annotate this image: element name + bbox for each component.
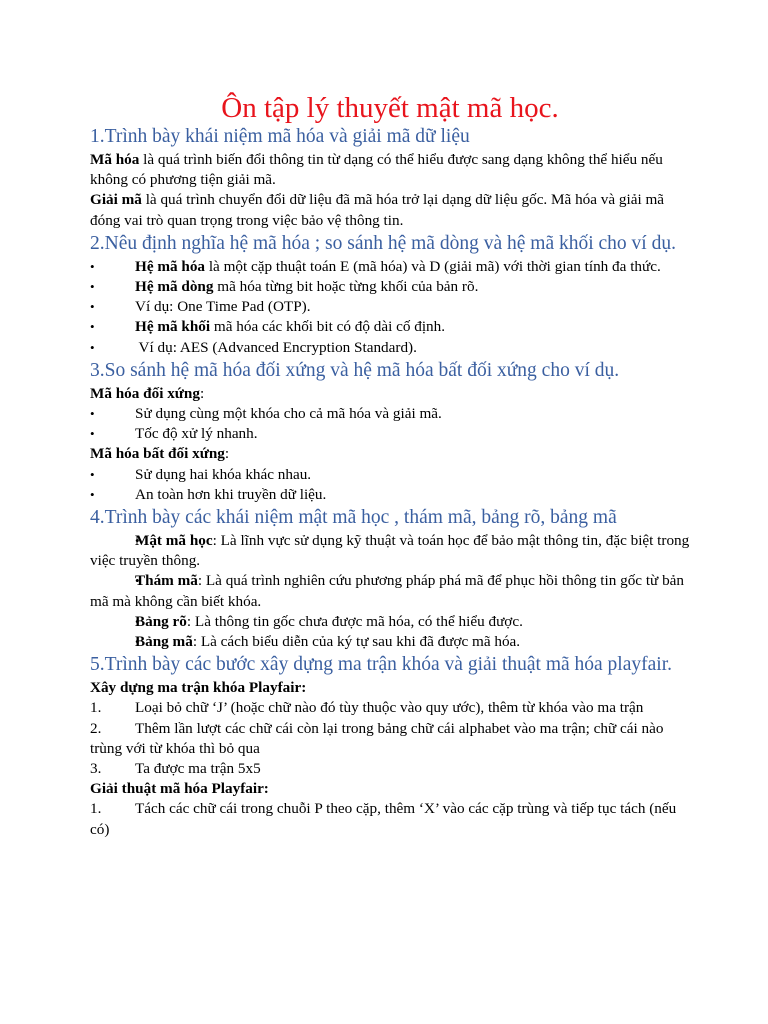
list-item-text: mã hóa từng bit hoặc từng khối của bản rõ. xyxy=(213,278,479,296)
section-2-heading: 2.Nêu định nghĩa hệ mã hóa ; so sánh hệ mã dòng và hệ mã khối cho ví dụ. xyxy=(90,232,676,254)
numbered-step xyxy=(90,799,690,839)
list-item-text: mã hóa các khối bit có độ dài cố định. xyxy=(210,318,446,336)
page-title: Ôn tập lý thuyết mật mã học. xyxy=(221,92,559,124)
asymmetric-label: Mã hóa bất đối xứng xyxy=(90,445,225,463)
list-item: • Tốc độ xử lý nhanh. xyxy=(90,424,690,444)
term-ma-hoa: Mã hóa xyxy=(90,151,140,168)
symmetric-label: Mã hóa đối xứng xyxy=(90,384,200,402)
list-item-term: Thám mã xyxy=(135,572,198,590)
document-content xyxy=(90,90,690,840)
list-item-text: Ví dụ: AES (Advanced Encryption Standard). xyxy=(135,338,417,356)
section-1-paragraph-1 xyxy=(90,150,690,190)
list-item xyxy=(90,571,690,611)
list-item-term: Bảng mã xyxy=(135,633,193,651)
list-item xyxy=(90,632,690,652)
list-item-term: Hệ mã dòng xyxy=(135,278,214,296)
step-text: Thêm lần lượt các chữ cái còn lại trong bảng chữ cái alphabet vào ma trận; chữ cái nào trùng với từ khóa thì bỏ qua xyxy=(90,719,664,757)
numbered-step xyxy=(90,698,690,718)
list-item-text: : Là cách biểu diễn của ký tự sau khi đã được mã hóa. xyxy=(192,633,521,651)
symmetric-label-line: Mã hóa đối xứng: xyxy=(90,384,205,402)
list-item-text: : Là quá trình nghiên cứu phương pháp phá mã để phục hồi thông tin gốc từ bản mã mà không cần biết khóa. xyxy=(90,572,685,610)
numbered-step xyxy=(90,719,690,759)
section-5-heading: 5.Trình bày các bước xây dựng ma trận khóa và giải thuật mã hóa playfair. xyxy=(90,654,672,676)
section-1-paragraph-2 xyxy=(90,190,690,230)
term-giai-ma: Giải mã xyxy=(90,191,142,209)
definition-giai-ma: là quá trình chuyển đổi dữ liệu đã mã hóa trở lại dạng dữ liệu gốc. Mã hóa và giải mã đóng vai trò quan trọng trong việc bảo vệ thông tin. xyxy=(90,191,665,229)
list-item-term: Bảng rõ xyxy=(135,612,187,630)
list-item xyxy=(90,317,690,337)
asymmetric-list xyxy=(90,465,690,505)
list-item-term: Mật mã học xyxy=(135,532,213,550)
list-item xyxy=(90,338,690,358)
numbered-step xyxy=(90,759,690,779)
list-item xyxy=(90,531,690,571)
list-item-text: Ví dụ: One Time Pad (OTP). xyxy=(135,298,311,316)
step-text: Tách các chữ cái trong chuỗi P theo cặp, thêm ‘X’ vào các cặp trùng và tiếp tục tách (nếu có) xyxy=(90,800,677,838)
list-item-text: là một cặp thuật toán E (mã hóa) và D (giải mã) với thời gian tính đa thức. xyxy=(205,257,661,275)
step-number: 3. xyxy=(90,760,102,778)
section-2-list xyxy=(90,257,690,358)
step-text: Ta được ma trận 5x5 xyxy=(135,760,261,778)
playfair-matrix-label: Xây dựng ma trận khóa Playfair: xyxy=(90,679,307,697)
step-text: Loại bỏ chữ ‘J’ (hoặc chữ nào đó tùy thuộc vào quy ước), thêm từ khóa vào ma trận xyxy=(135,699,644,717)
list-item-text: : Là thông tin gốc chưa được mã hóa, có thể hiểu được. xyxy=(186,612,523,630)
step-number: 1. xyxy=(90,800,102,818)
list-item xyxy=(90,277,690,297)
section-4-list xyxy=(90,531,690,652)
asymmetric-label-line: Mã hóa bất đối xứng: xyxy=(90,445,230,463)
playfair-algorithm-label: Giải thuật mã hóa Playfair: xyxy=(90,780,269,798)
list-item xyxy=(90,612,690,632)
list-item: • An toàn hơn khi truyền dữ liệu. xyxy=(90,485,690,505)
definition-ma-hoa: là quá trình biến đổi thông tin từ dạng có thể hiểu được sang dạng không thể hiểu nếu không có phương tiện giải mã. xyxy=(90,151,663,189)
section-4-heading: 4.Trình bày các khái niệm mật mã học , thám mã, bảng rõ, bảng mã xyxy=(90,507,617,529)
symmetric-list xyxy=(90,404,690,444)
section-1-heading: 1.Trình bày khái niệm mã hóa và giải mã dữ liệu xyxy=(90,126,470,147)
list-item-term: Hệ mã hóa xyxy=(135,257,206,275)
list-item-text: : Là lĩnh vực sử dụng kỹ thuật và toán học để bảo mật thông tin, đặc biệt trong việc truyền thông. xyxy=(90,532,690,570)
list-item: • Sử dụng cùng một khóa cho cả mã hóa và giải mã. xyxy=(90,404,690,424)
section-3-heading: 3.So sánh hệ mã hóa đối xứng và hệ mã hóa bất đối xứng cho ví dụ. xyxy=(90,359,620,381)
step-number: 2. xyxy=(90,719,102,737)
step-number: 1. xyxy=(90,699,102,717)
list-item xyxy=(90,297,690,317)
list-item-term: Hệ mã khối xyxy=(135,318,211,336)
list-item: • Sử dụng hai khóa khác nhau. xyxy=(90,465,690,485)
list-item xyxy=(90,257,690,277)
